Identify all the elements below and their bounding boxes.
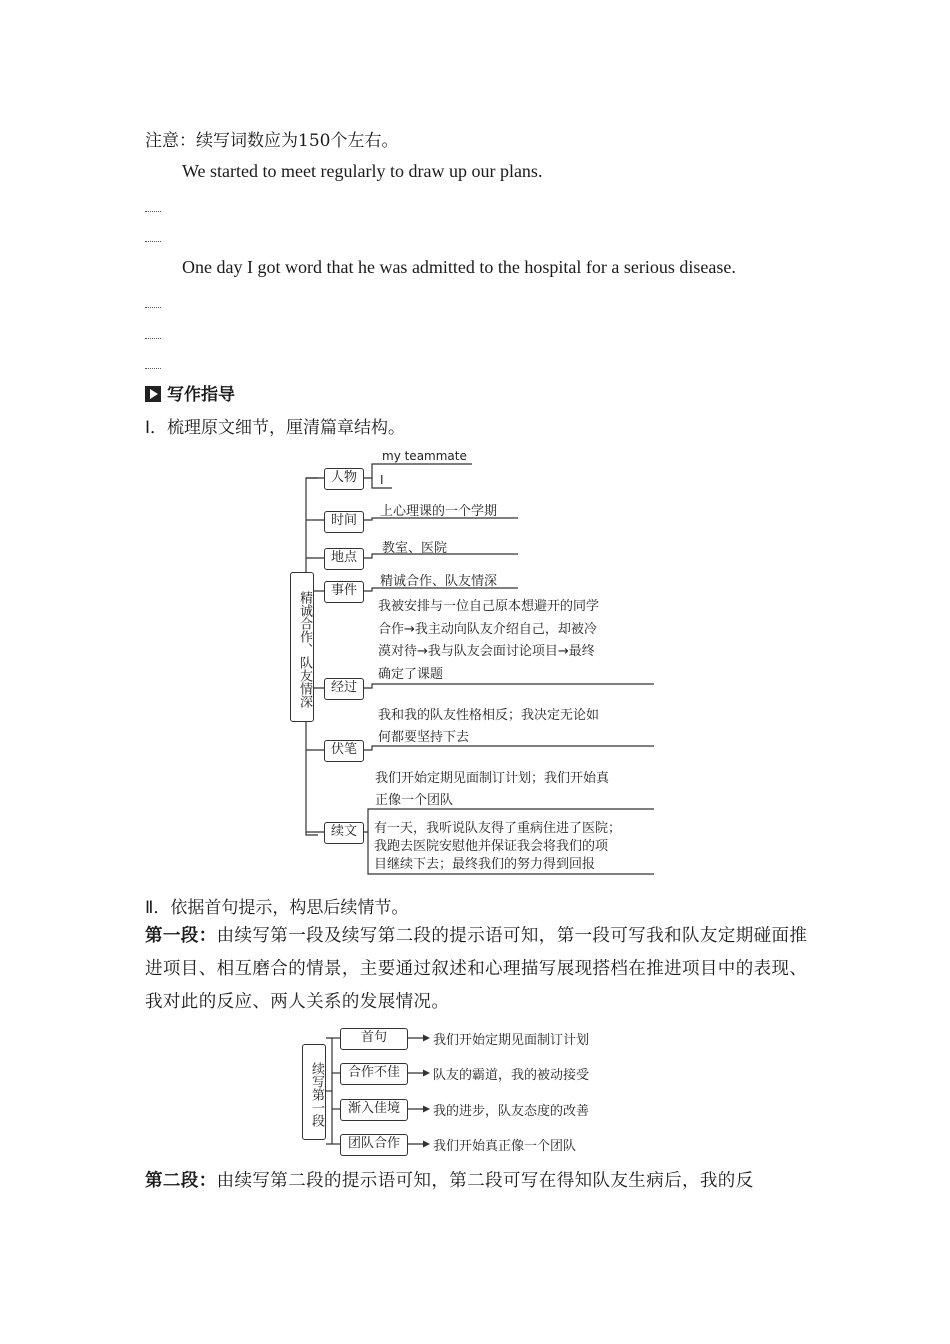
time-text: 上心理课的一个学期 [380,504,498,519]
flow-step-3-text: 我的进步，队友态度的改善 [433,1104,590,1119]
para1-root-box: 续写第一段 [302,1044,326,1140]
event-text: 精诚合作、队友情深 [380,574,498,589]
sequel-text-b: 有一天，我听说队友得了重病住进了医院； 我跑去医院安慰他并保证我会将我们的项 目继续下去；最终我们的努力得到回报 [374,821,622,872]
flow-step-4: 团队合作 [340,1134,408,1156]
root-theme-box: 精诚合作、队友情深 [290,572,314,722]
branch-place: 地点 [324,548,364,570]
branch-event: 事件 [324,581,364,603]
flow-step-2: 合作不佳 [340,1063,408,1085]
branch-foreshadow: 伏笔 [324,740,364,762]
sequel-text-a: 我们开始定期见面制订计划；我们开始真 正像一个团队 [375,771,610,808]
place-text: 教室、医院 [382,541,448,556]
branch-people: 人物 [324,468,364,490]
flow-step-1: 首句 [340,1028,408,1050]
branch-process: 经过 [324,678,364,700]
paragraph-2: 第二段：由续写第二段的提示语可知，第二段可写在得知队友生病后，我的反 [145,1171,754,1191]
people-item-i: I [380,473,384,487]
part1-heading: Ⅰ．梳理原文细节，厘清篇章结构。 [145,418,406,438]
prompt-sentence-2: One day I got word that he was admitted to the hospital for a serious disease. [182,257,736,277]
flow-step-1-text: 我们开始定期见面制订计划 [433,1033,590,1048]
part2-heading: Ⅱ．依据首句提示，构思后续情节。 [145,898,409,918]
branch-sequel: 续文 [324,822,364,844]
flow-step-4-text: 我们开始真正像一个团队 [433,1139,577,1154]
foreshadow-text: 我和我的队友性格相反；我决定无论如 何都要坚持下去 [378,708,600,745]
paragraph-1: 第一段：由续写第一段及续写第二段的提示语可知，第一段可写我和队友定期碰面推进项目、相互磨合的情景，主要通过叙述和心理描写展现搭档在推进项目中的表现、我对此的反应、两人关系的发展情况。 [145,926,808,1012]
note-text: 注意：续写词数应为150个左右。 [145,131,399,151]
process-text: 我被安排与一位自己原本想避开的同学 合作→我主动向队友介绍自己，却被冷 漠对待→我与队友会面讨论项目→最终 确定了课题 [378,599,600,682]
branch-time: 时间 [324,511,364,533]
flow-step-3: 渐入佳境 [340,1099,408,1121]
section-title: 写作指导 [145,380,235,405]
people-item-teammate: my teammate [382,449,467,463]
flow-step-2-text: 队友的霸道，我的被动接受 [433,1068,590,1083]
prompt-sentence-1: We started to meet regularly to draw up our plans. [182,161,543,181]
